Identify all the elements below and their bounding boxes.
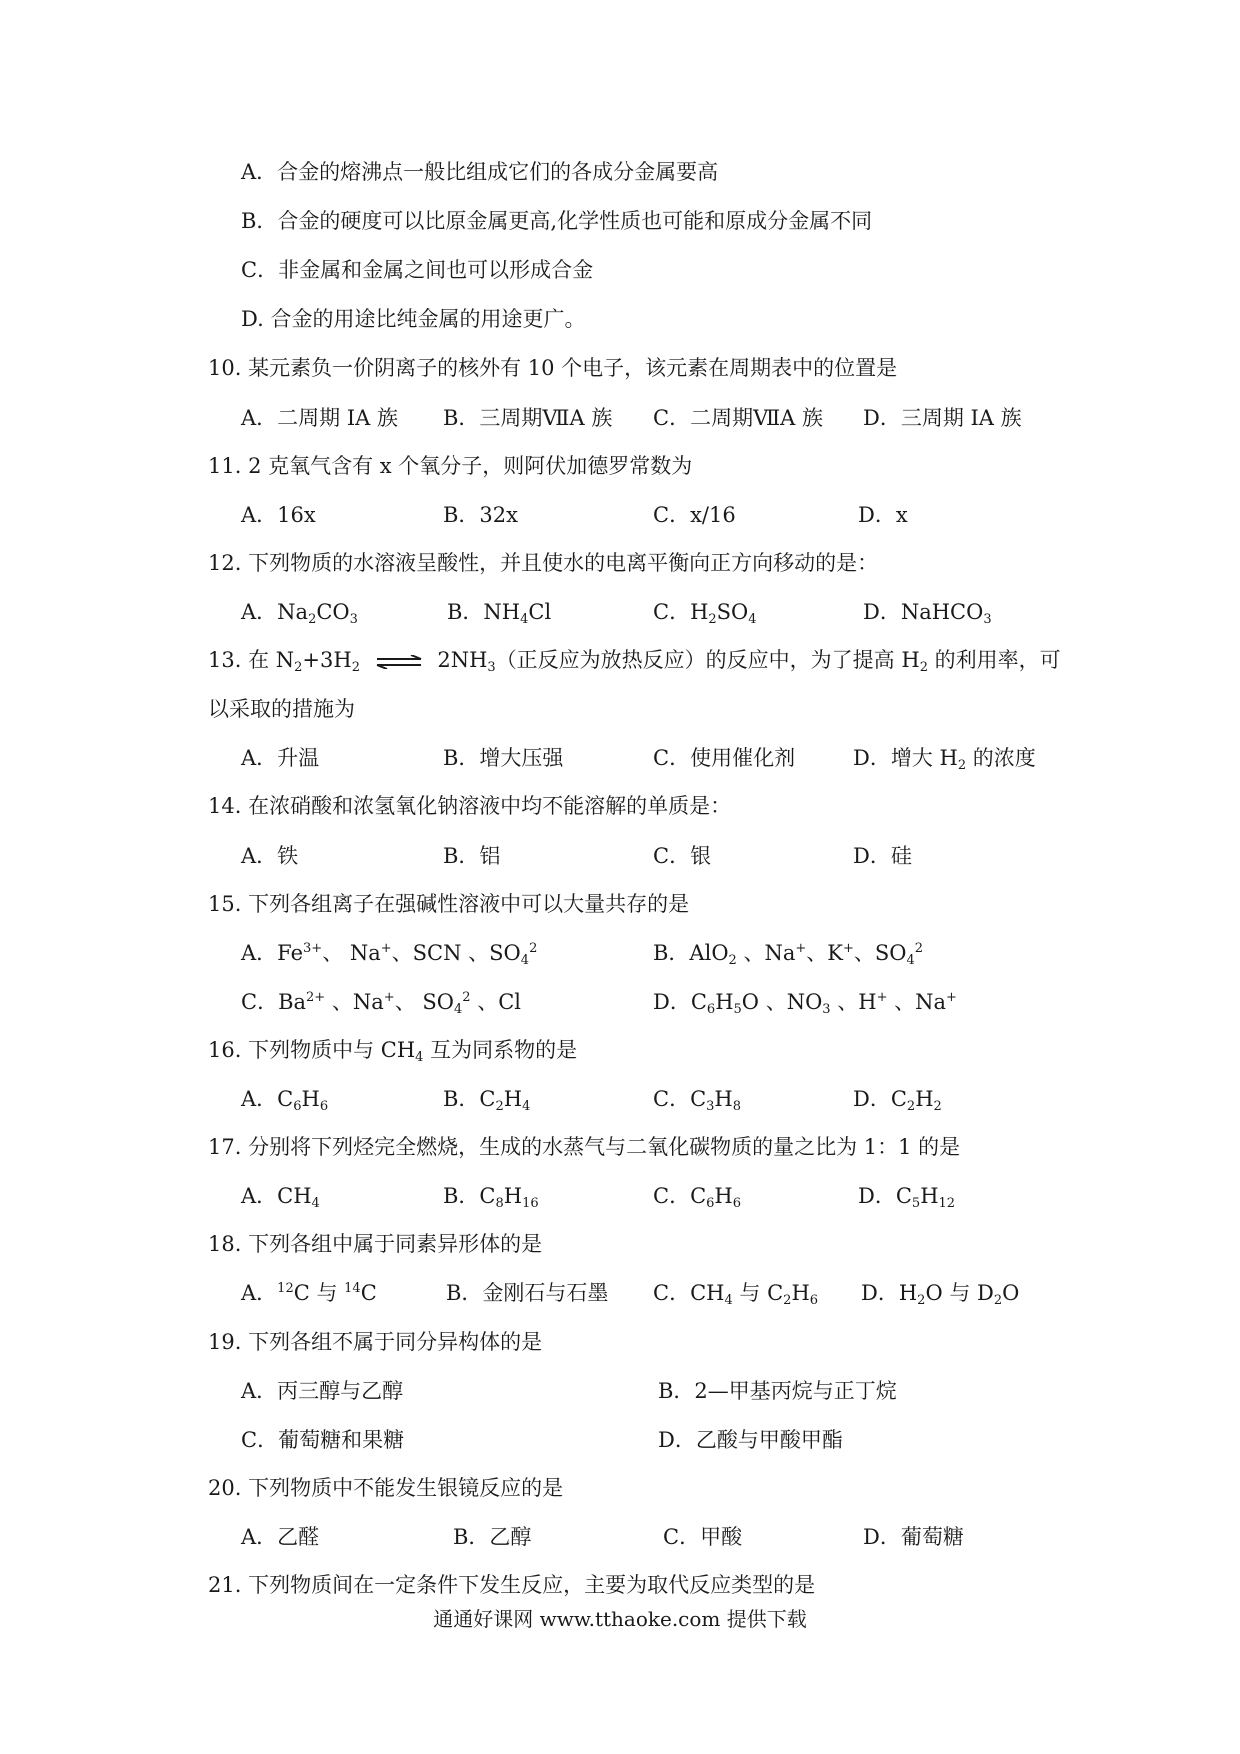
q11-option-d: D．x [858, 503, 908, 527]
q13-option-b: B．增大压强 [443, 746, 564, 770]
q10-option-c: C．二周期ⅦA 族 [653, 406, 824, 430]
q14-option-d: D．硅 [853, 844, 912, 868]
q16-stem: 16. 下列物质中与 $CH_4$ 互为同系物的是 [208, 1038, 578, 1065]
q12-option-b: B．$NH_4Cl$ [447, 600, 552, 627]
q17-option-b: B．$C_8H_{16}$ [443, 1184, 539, 1211]
q10-option-a: A．二周期 IA 族 [241, 406, 398, 430]
q20-option-d: D．葡萄糖 [863, 1525, 964, 1549]
q18-option-c: C．$CH_4$ 与 $C_2H_6$ [653, 1281, 819, 1308]
q19-option-b: B．2—甲基丙烷与正丁烷 [658, 1379, 897, 1403]
q12-stem: 12. 下列物质的水溶液呈酸性，并且使水的电离平衡向正方向移动的是： [208, 551, 879, 575]
q11-option-b: B．32x [443, 503, 518, 527]
q10-option-b: B．三周期ⅦA 族 [443, 406, 613, 430]
q10-stem: 10. 某元素负一价阴离子的核外有 10 个电子，该元素在周期表中的位置是 [208, 356, 898, 380]
q15-option-a: A．$Fe^{3+}$、 Na+、SCN 、$SO_4^2$ [241, 941, 538, 968]
q14-option-a: A．铁 [241, 844, 299, 868]
q10-option-d: D．三周期 IA 族 [863, 406, 1022, 430]
q9-option-a: A．合金的熔沸点一般比组成它们的各成分金属要高 [241, 160, 719, 184]
q13-option-d: D．增大 $H_2$ 的浓度 [853, 746, 1036, 773]
q17-stem: 17. 分别将下列烃完全燃烧，生成的水蒸气与二氧化碳物质的量之比为 1：1 的是 [208, 1135, 961, 1159]
q11-option-a: A．16x [241, 503, 316, 527]
q20-option-a: A．乙醛 [241, 1525, 320, 1549]
q20-option-b: B．乙醇 [453, 1525, 532, 1549]
q16-option-a: A．$C_6H_6$ [241, 1087, 329, 1114]
q13-stem-line2: 以采取的措施为 [208, 697, 355, 721]
equilibrium-arrow-icon [375, 655, 423, 669]
q9-option-d: D. 合金的用途比纯金属的用途更广。 [241, 307, 586, 331]
q12-option-d: D．NaHCO$_3$ [863, 600, 992, 627]
q12-option-a: A．$Na_2CO_3$ [241, 600, 358, 627]
q14-option-b: B．铝 [443, 844, 501, 868]
q9-option-c: C．非金属和金属之间也可以形成合金 [241, 258, 594, 282]
q19-option-c: C．葡萄糖和果糖 [241, 1428, 405, 1452]
q16-option-c: C．$C_3H_8$ [653, 1087, 742, 1114]
q14-option-c: C．银 [653, 844, 712, 868]
q14-stem: 14. 在浓硝酸和浓氢氧化钠溶液中均不能溶解的单质是： [208, 794, 732, 818]
q20-option-c: C．甲酸 [663, 1525, 743, 1549]
q18-option-d: D．$H_2O$ 与 $D_2O$ [861, 1281, 1020, 1308]
q13-option-c: C．使用催化剂 [653, 746, 796, 770]
q15-option-b: B．AlO$_2$ 、Na+、K+、$SO_4^2$ [653, 941, 924, 968]
q19-option-d: D．乙酸与甲酸甲酯 [658, 1428, 843, 1452]
q16-option-d: D．$C_2H_2$ [853, 1087, 942, 1114]
q17-option-a: A．$CH_4$ [241, 1184, 320, 1211]
page-footer: 通通好课网 www.tthaoke.com 提供下载 [433, 1607, 807, 1631]
q18-option-a: A．$^{12}$C 与 $^{14}$C [241, 1281, 377, 1305]
q9-option-b: B．合金的硬度可以比原金属更高,化学性质也可能和原成分金属不同 [241, 209, 873, 233]
q20-stem: 20. 下列物质中不能发生银镜反应的是 [208, 1476, 564, 1500]
q15-option-d: D．$C_6H_5O$ 、$NO_3$ 、H+ 、Na+ [653, 990, 957, 1017]
q17-option-d: D．$C_5H_{12}$ [858, 1184, 956, 1211]
q21-stem: 21. 下列物质间在一定条件下发生反应，主要为取代反应类型的是 [208, 1573, 816, 1597]
q11-stem: 11. 2 克氧气含有 x 个氧分子，则阿伏加德罗常数为 [208, 454, 693, 478]
q11-option-c: C．x/16 [653, 503, 736, 527]
q19-option-a: A．丙三醇与乙醇 [241, 1379, 404, 1403]
q17-option-c: C．$C_6H_6$ [653, 1184, 742, 1211]
q15-option-c: C．$Ba^{2+}$ 、Na+、 $SO_4^2$ 、Cl [241, 990, 521, 1017]
q15-stem: 15. 下列各组离子在强碱性溶液中可以大量共存的是 [208, 892, 690, 916]
q18-option-b: B．金刚石与石墨 [446, 1281, 609, 1305]
q12-option-c: C．$H_2SO_4$ [653, 600, 757, 627]
q19-stem: 19. 下列各组不属于同分异构体的是 [208, 1330, 543, 1354]
q13-option-a: A．升温 [241, 746, 320, 770]
q16-option-b: B．$C_2H_4$ [443, 1087, 531, 1114]
q18-stem: 18. 下列各组中属于同素异形体的是 [208, 1232, 543, 1256]
q13-stem: 13. 在 $N_2+3H_2$ $2NH_3$（正反应为放热反应）的反应中，为了提高 $H_2$ 的利用率，可 [208, 648, 1061, 675]
